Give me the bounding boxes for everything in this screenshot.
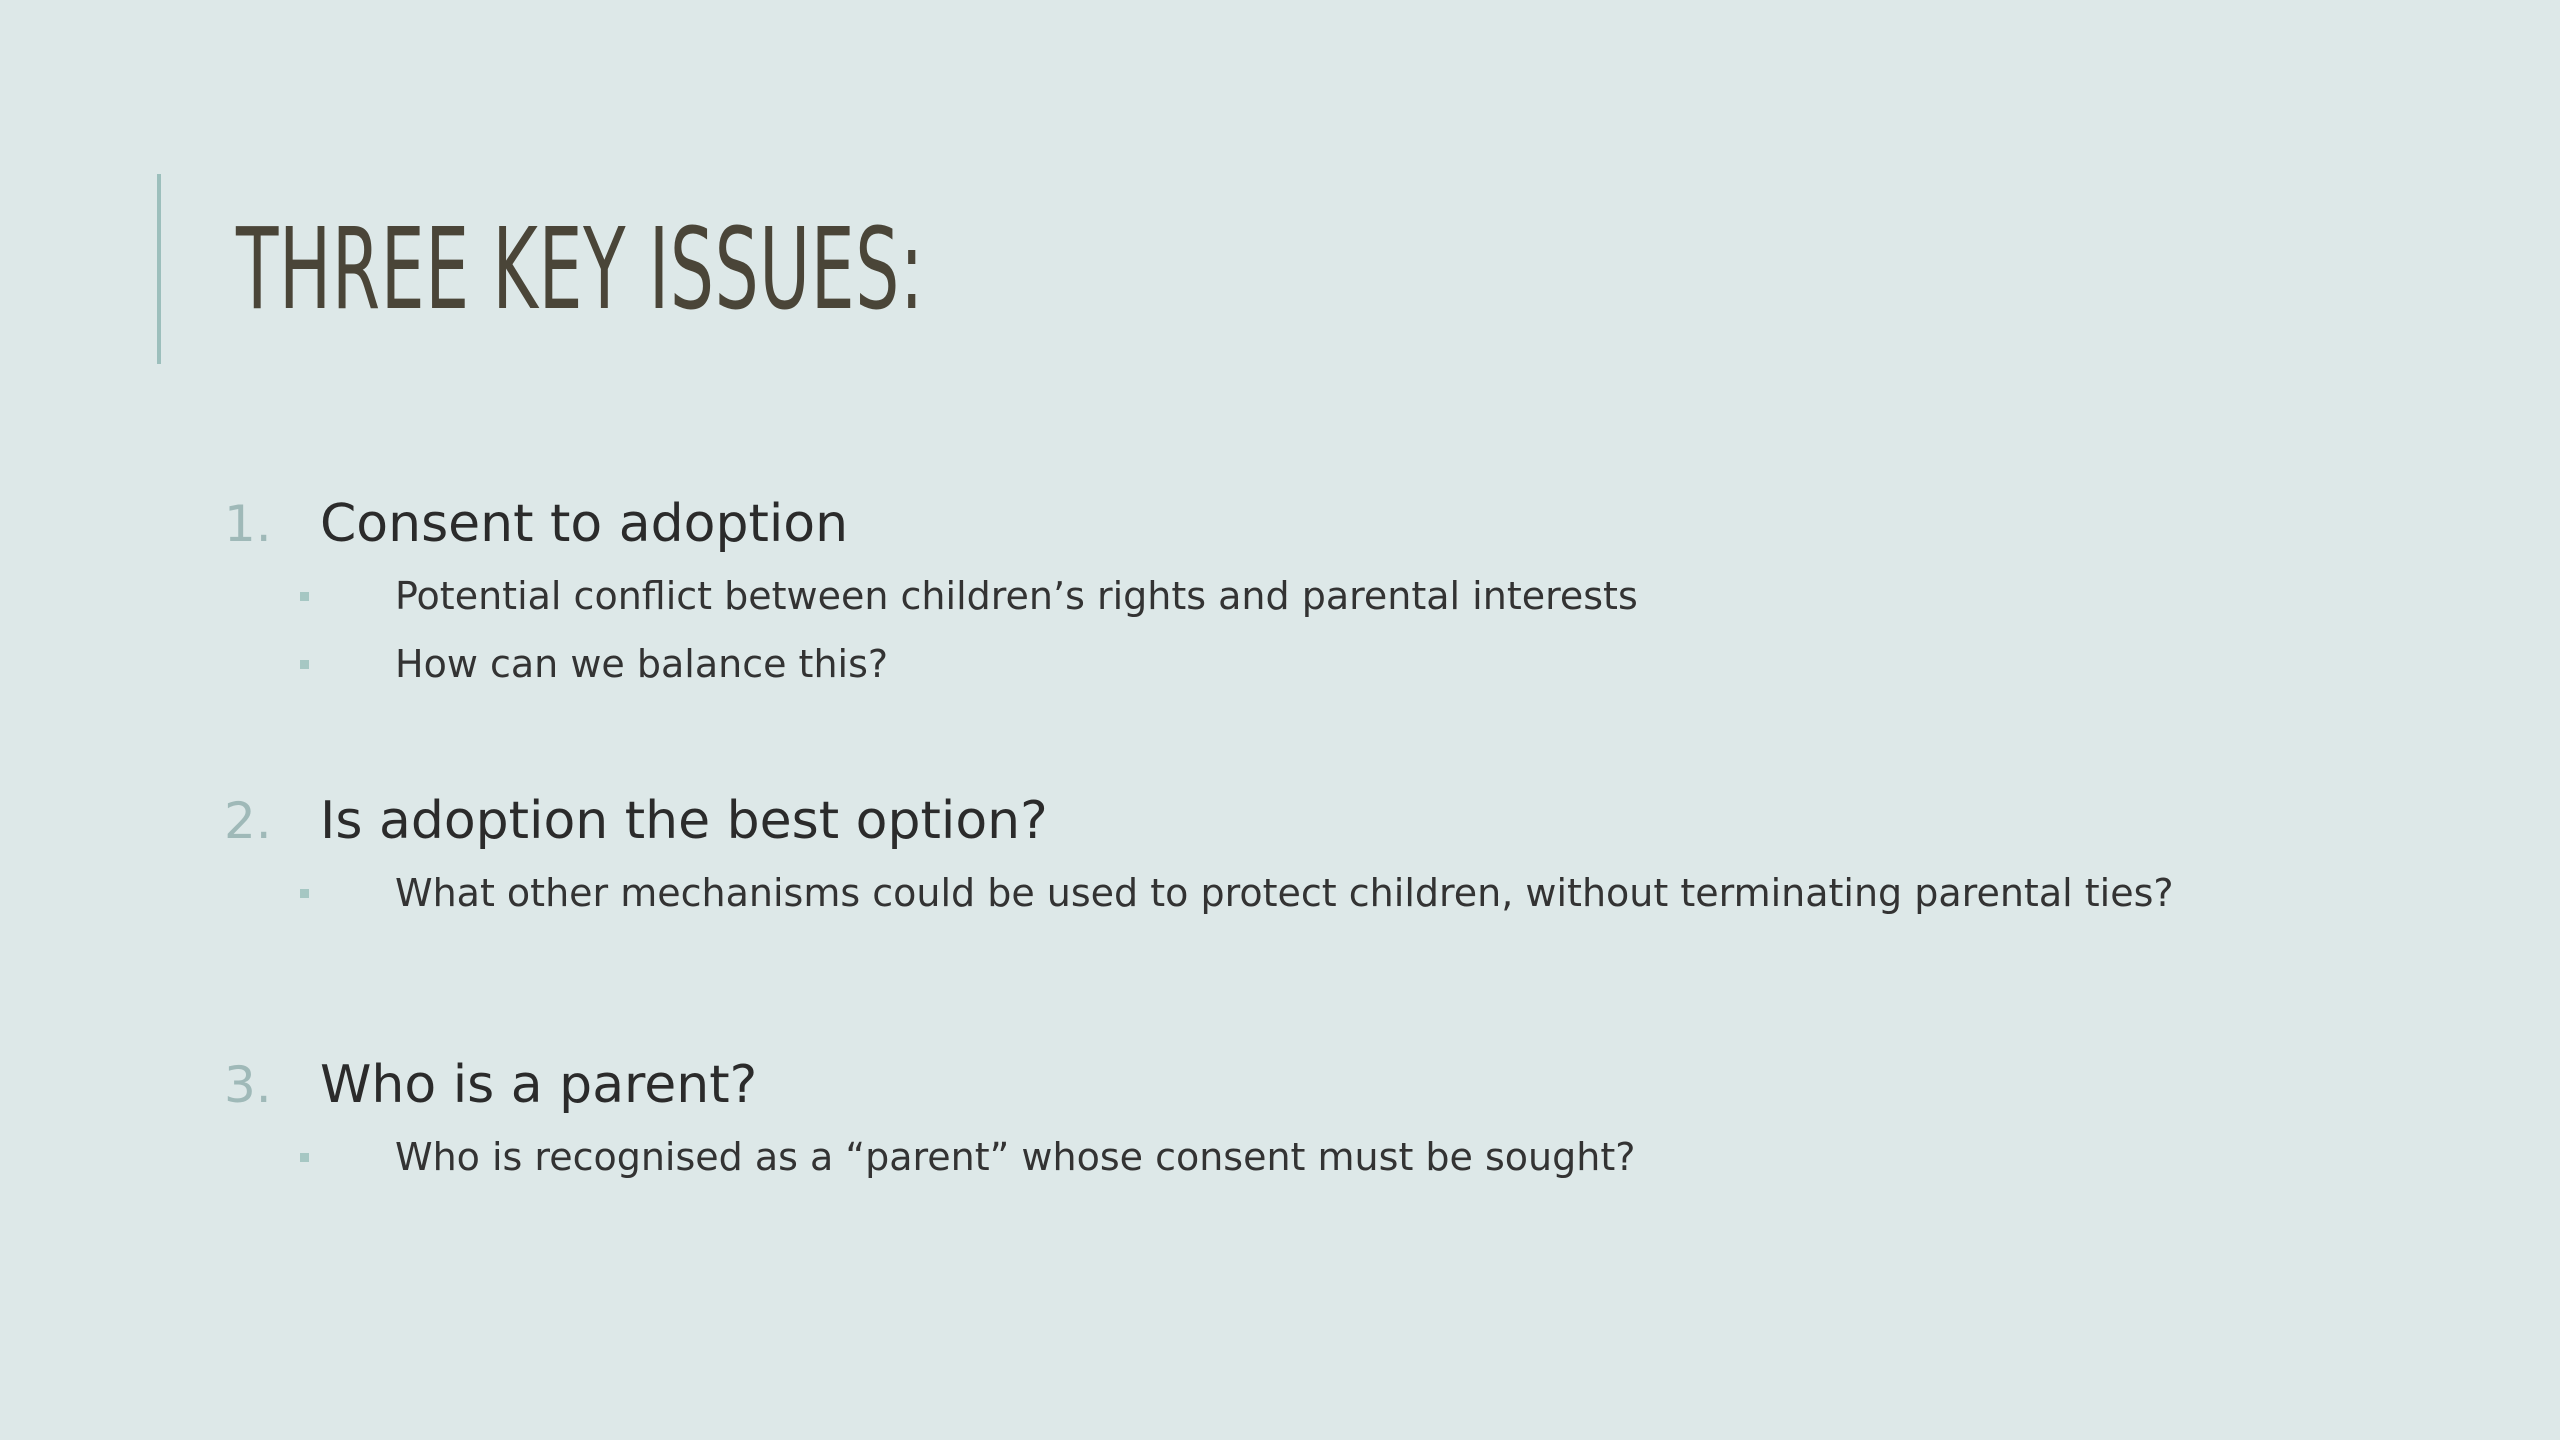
issue-point xyxy=(0,564,2560,632)
issue-item xyxy=(0,781,2560,929)
issue-label: Is adoption the best option? xyxy=(320,791,1048,851)
issue-label: Consent to adoption xyxy=(320,494,849,554)
issue-points xyxy=(0,1125,2560,1193)
issue-heading xyxy=(0,484,2560,564)
issue-number: 3. xyxy=(224,1056,272,1114)
slide-title: THREE KEY ISSUES: xyxy=(236,205,924,335)
bullet-icon xyxy=(300,660,309,669)
issue-point xyxy=(0,632,2560,700)
issue-label: Who is a parent? xyxy=(320,1055,758,1115)
bullet-icon xyxy=(300,592,309,601)
issue-point-text: Potential conflict between children’s rights and parental interests xyxy=(395,574,1638,618)
issue-heading xyxy=(0,1045,2560,1125)
issue-number: 1. xyxy=(224,495,272,553)
issue-number: 2. xyxy=(224,792,272,850)
issue-point-text: What other mechanisms could be used to protect children, without terminating parental ties? xyxy=(395,871,2174,915)
issue-item xyxy=(0,1045,2560,1193)
issue-item xyxy=(0,484,2560,700)
issue-point xyxy=(0,1125,2560,1193)
bullet-icon xyxy=(300,889,309,898)
issue-heading xyxy=(0,781,2560,861)
issue-points xyxy=(0,861,2560,929)
issue-point-text: How can we balance this? xyxy=(395,642,889,686)
issue-points xyxy=(0,564,2560,700)
issue-point xyxy=(0,861,2560,929)
issue-point-text: Who is recognised as a “parent” whose consent must be sought? xyxy=(395,1135,1636,1179)
bullet-icon xyxy=(300,1153,309,1162)
